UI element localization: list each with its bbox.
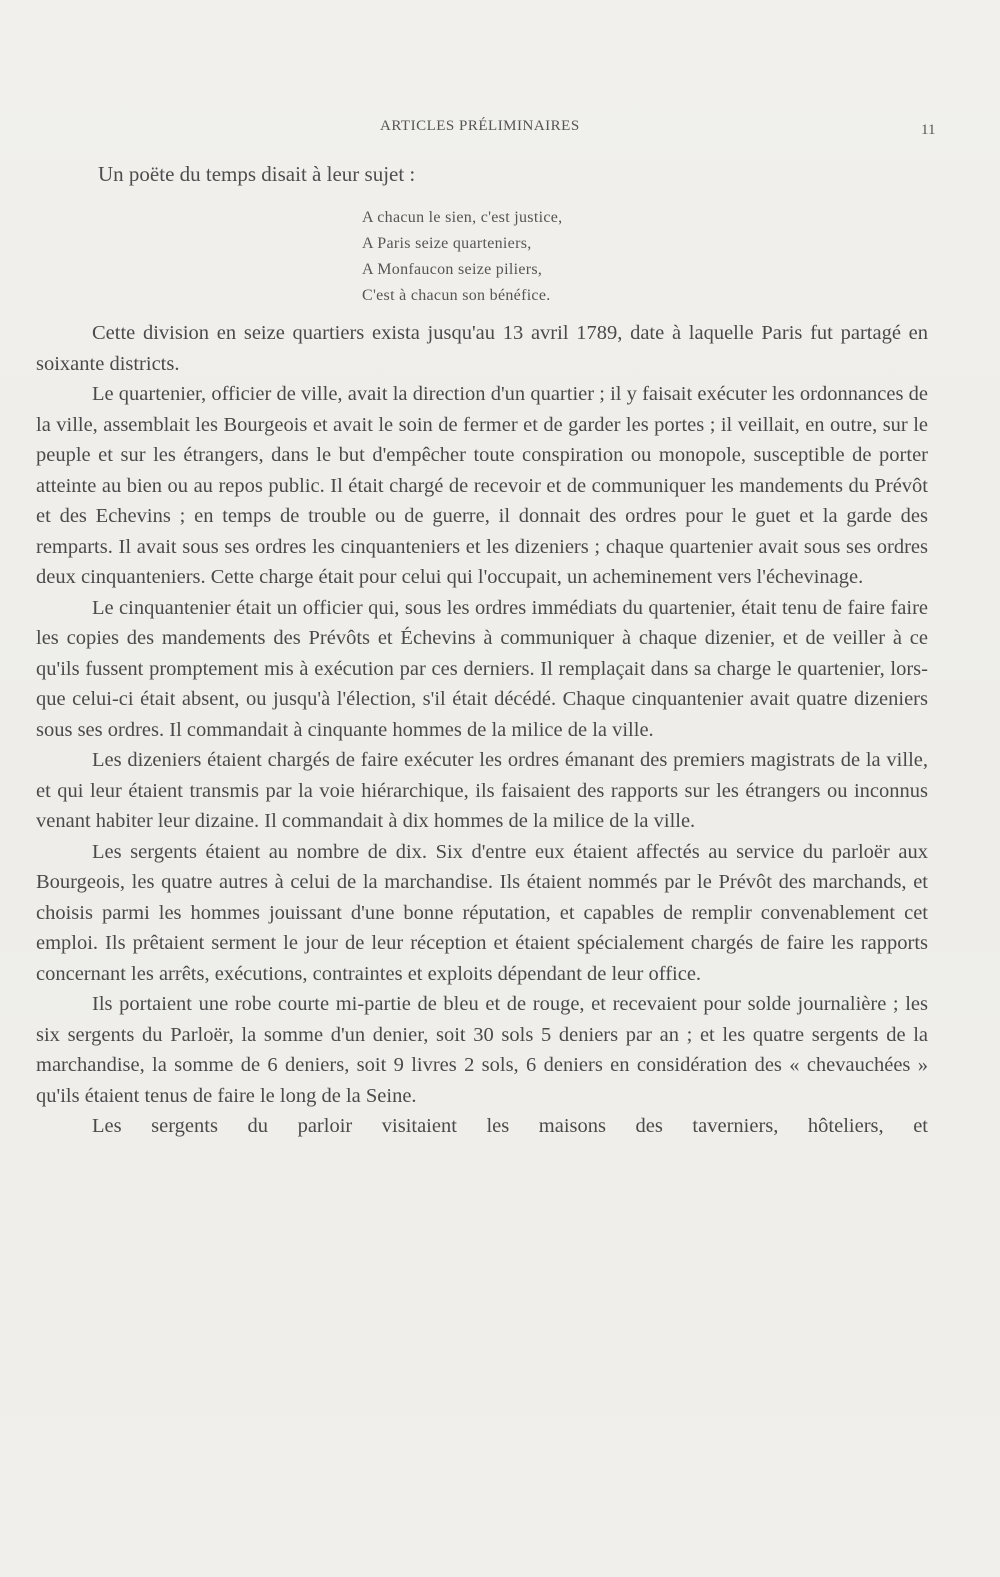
poem-line: A Monfaucon seize piliers, (362, 261, 543, 278)
poem-line: C'est à chacun son bénéfice. (362, 287, 551, 304)
body-text (36, 318, 928, 1142)
paragraph-robe: Ils portaient une robe courte mi-partie de bleu et de rouge, et recevaient pour solde journalière ; les six sergents du Parloër, la somme d'un denier, soit 30 sols 5 deniers par an ; et les quatre sergents de la marchandise, la somme de 6 deniers, soit 9 livres 2 sols, 6 deniers en considération des « chevauchées » qu'ils étaient tenus de faire le long de la Seine. (36, 993, 928, 1107)
paragraph-parloir: Les sergents du parloir visitaient les maisons des taverniers, hôteliers, et (92, 1115, 928, 1137)
paragraph-cinquantenier: Le cinquantenier était un officier qui, sous les ordres immédiats du quartenier, était tenu de faire faire les copies des mandements des Prévôts et Échevins à communiquer à chaque dizenier, et de veiller à ce qu'ils fussent promptement mis à exécution par ces derniers. Il remplaçait dans sa charge le quartenier, lorsque celui-ci était absent, ou jusqu'à l'élection, s'il était décédé. Chaque cinquantenier avait quatre dizeniers sous ses ordres. Il commandait à cinquante hommes de la milice de la ville. (36, 596, 928, 741)
paragraph-districts: Cette division en seize quartiers exista jusqu'au 13 avril 1789, date à laquelle Paris fut partagé en soixante districts. (36, 322, 928, 375)
running-title: ARTICLES PRÉLIMINAIRES (380, 118, 580, 134)
paragraph-quartenier: Le quartenier, officier de ville, avait la direction d'un quartier ; il y faisait exécuter les ordonnances de la ville, assemblait les Bourgeois et avait le soin de fermer et de garder les portes ; il veillait, en outre, sur le peuple et sur les étrangers, dans le but d'empêcher toute conspiration ou monopole, susceptible de porter atteinte au bien ou au repos public. Il était chargé de recevoir et de communiquer les mandements du Prévôt et des Echevins ; en temps de trouble ou de guerre, il donnait des ordres pour le guet et la garde des remparts. Il avait sous ses ordres les cinquanteniers et les dizeniers ; chaque quartenier avait sous ses ordres deux cinquanteniers. Cette charge était pour celui qui l'occupait, un acheminement vers l'échevinage. (36, 383, 928, 588)
poem-line: A Paris seize quarteniers, (362, 235, 532, 252)
running-header (0, 118, 1000, 140)
paragraph-dizeniers: Les dizeniers étaient chargés de faire exécuter les ordres émanant des premiers magistrats de la ville, et qui leur étaient transmis par la voie hiérarchique, ils faisaient des rapports sur les étrangers ou inconnus venant habiter leur dizaine. Il commandait à dix hommes de la milice de la ville. (36, 749, 928, 832)
paragraph-sergents: Les sergents étaient au nombre de dix. Six d'entre eux étaient affectés au service du parloër aux Bourgeois, les quatre autres à celui de la marchandise. Ils étaient nommés par le Prévôt des marchands, et choisis parmi les hommes jouissant d'une bonne réputation, et capables de remplir convenablement cet emploi. Ils prêtaient serment le jour de leur réception et étaient spécialement chargés de faire les rapports concernant les arrêts, exécutions, contraintes et exploits dépendant de leur office. (36, 840, 928, 985)
intro-line: Un poëte du temps disait à leur sujet : (98, 162, 416, 186)
poem-line: A chacun le sien, c'est justice, (362, 209, 563, 226)
page-number: 11 (921, 122, 936, 138)
poem-verse (362, 205, 722, 309)
